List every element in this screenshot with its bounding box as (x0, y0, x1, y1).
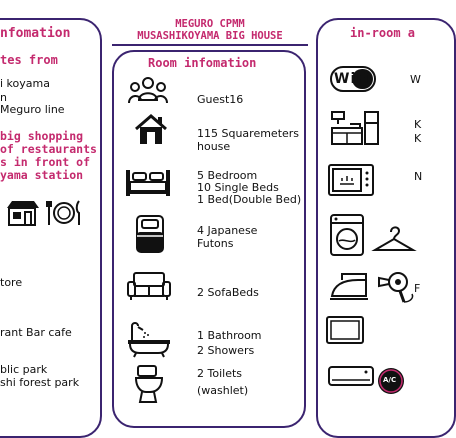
sofabed-count: 2 SofaBeds (197, 286, 259, 299)
highlight-line-2: of restaurants (0, 142, 97, 156)
aircon-label: A/C (383, 376, 397, 384)
washing-machine-icon (330, 214, 364, 256)
property-name-line-2: MUSASHIKOYAMA BIG HOUSE (137, 30, 283, 42)
guest-count: Guest16 (197, 93, 244, 106)
station-line-3: Meguro line (0, 103, 65, 116)
sofa-icon (126, 270, 172, 302)
amenity-fragment-4: N (414, 170, 423, 183)
highlight-line-1: big shopping (0, 129, 84, 143)
amenities-title: in-room a (350, 26, 416, 40)
header-underline (112, 44, 308, 46)
bed-icon (124, 168, 172, 198)
bathroom-line-1: 1 Bathroom (197, 329, 262, 342)
station-line-2: n (0, 91, 7, 104)
hanger-icon (372, 222, 416, 254)
amenity-fragment-5: F (414, 282, 421, 295)
amenity-fragment-3: K (414, 132, 422, 145)
iron-icon (328, 270, 372, 302)
amenity-fragment-2: K (414, 118, 422, 131)
hair-dryer-icon (376, 270, 416, 306)
air-conditioner-icon (328, 366, 374, 388)
highlight-line-3: s in front of (0, 155, 91, 169)
toilet-line-2: (washlet) (197, 384, 249, 397)
tv-icon (326, 316, 364, 346)
bathtub-icon (126, 320, 172, 358)
toilet-line-1: 2 Toilets (197, 367, 242, 380)
place-store: tore (0, 276, 23, 289)
bedroom-line-1: 5 Bedroom (197, 169, 258, 182)
restaurant-icon (46, 197, 82, 229)
futon-line-1: 4 Japanese (197, 224, 258, 237)
area-info-title: nfomation (0, 26, 71, 41)
store-icon (6, 198, 40, 228)
property-name-line-1: MEGURO CPMM (175, 18, 245, 30)
highlight-line-4: yama station (0, 168, 84, 182)
bathroom-line-2: 2 Showers (197, 344, 255, 357)
toilet-icon (134, 364, 164, 404)
amenity-fragment-1: W (410, 73, 421, 86)
wifi-label: WiFi (334, 71, 373, 87)
microwave-icon (328, 164, 374, 196)
futon-line-2: Futons (197, 237, 234, 250)
bedroom-line-3: 1 Bed(Double Bed) (197, 193, 302, 206)
area-info-subtitle: tes from (0, 53, 58, 67)
place-park-2: shi forest park (0, 376, 80, 389)
room-info-title: Room infomation (148, 56, 257, 70)
kitchen-icon (330, 110, 380, 146)
house-icon (134, 114, 168, 146)
people-icon (128, 76, 168, 108)
place-park-1: blic park (0, 363, 48, 376)
house-size-line-2: house (197, 140, 231, 153)
place-restaurant: rant Bar cafe (0, 326, 72, 339)
futon-icon (134, 214, 166, 254)
station-line-1: i koyama (0, 77, 50, 90)
bedroom-line-2: 10 Single Beds (197, 181, 279, 194)
house-size-line-1: 115 Squaremeters (197, 127, 300, 140)
